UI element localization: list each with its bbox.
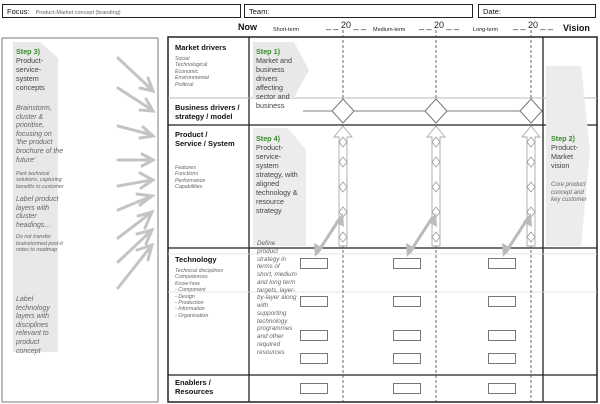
product-attributes-list: Features Functions Performance Capabilities (175, 165, 206, 191)
step1-body: Market and business drivers affecting sector and business (256, 56, 292, 110)
horizon-medium-year: _ _ 20 _ _ (419, 20, 460, 30)
tech-product-links (318, 218, 528, 252)
tech-box[interactable] (393, 258, 421, 269)
tech-box[interactable] (393, 296, 421, 307)
step2-note (551, 134, 591, 205)
tech-box[interactable] (300, 258, 328, 269)
focus-value: Product-Market concept (branding) (35, 10, 121, 16)
tech-box[interactable] (393, 353, 421, 364)
step3-park-note: Park technical solutions, capturing benefits to customer (16, 171, 64, 190)
tech-box[interactable] (488, 258, 516, 269)
focus-label: Focus: (7, 7, 30, 16)
layer-product-service-system: Product / Service / System (175, 130, 235, 148)
step2-title: Step 2) (551, 134, 575, 143)
horizon-long-term: Long-term (473, 27, 499, 33)
layer-enablers-resources: Enablers / Resources (175, 378, 214, 396)
market-drivers-list: Social Technological Economic Environmental Political (175, 56, 209, 88)
horizon-medium-term: Medium-term (373, 27, 406, 33)
tech-box[interactable] (300, 296, 328, 307)
horizon-short-year: _ _ 20 _ _ (326, 20, 367, 30)
tech-box[interactable] (488, 296, 516, 307)
step4-note (256, 134, 302, 215)
layer-business-drivers: Business drivers / strategy / model (175, 103, 240, 121)
technology-list: Technical disciplines Competences Know-how - Component - Design - Production - Information - Organisation (175, 268, 224, 319)
layer-technology: Technology (175, 255, 217, 264)
horizon-long-year: _ _ 20 _ _ (513, 20, 554, 30)
tech-box[interactable] (300, 353, 328, 364)
step3-note (16, 47, 60, 92)
step3-body: Product-service-system concepts (16, 56, 45, 92)
horizon-short-term: Short-term (273, 27, 299, 33)
step2-body: Product-Market vision (551, 143, 579, 170)
step4-title: Step 4) (256, 134, 280, 143)
tech-box[interactable] (300, 330, 328, 341)
enabler-box[interactable] (393, 383, 421, 394)
step4-guidance: Define product strategy in terms of short, medium and long term targets, layer-by-layer along with supporting technology programmes and other required resources (257, 240, 297, 356)
date-label: Date: (483, 7, 501, 16)
step3-label-note: Label product layers with cluster headings… (16, 196, 59, 229)
vision-label: Vision (563, 23, 590, 33)
step4-body: Product-service-system strategy, with aligned technology & resource strategy (256, 143, 298, 215)
tech-box[interactable] (488, 330, 516, 341)
team-label: Team: (249, 7, 270, 16)
step2-guidance: Core product concept and key customer (551, 182, 587, 203)
layer-market-drivers: Market drivers (175, 43, 227, 52)
step3-brainstorm-note: Brainstorm, cluster & prioritise, focusing on 'the product brochure of the future' (16, 105, 64, 164)
enabler-box[interactable] (488, 383, 516, 394)
step3-technology-note: Label technology layers with disciplines relevant to product concept (16, 296, 50, 355)
step3-transfer-note: Do not transfer brainstormed post-it notes to roadmap (16, 234, 63, 254)
now-label: Now (238, 22, 257, 32)
enabler-box[interactable] (300, 383, 328, 394)
step3-title: Step 3) (16, 47, 40, 56)
step1-title: Step 1) (256, 47, 280, 56)
step1-note (256, 47, 302, 110)
tech-box[interactable] (393, 330, 421, 341)
tech-box[interactable] (488, 353, 516, 364)
